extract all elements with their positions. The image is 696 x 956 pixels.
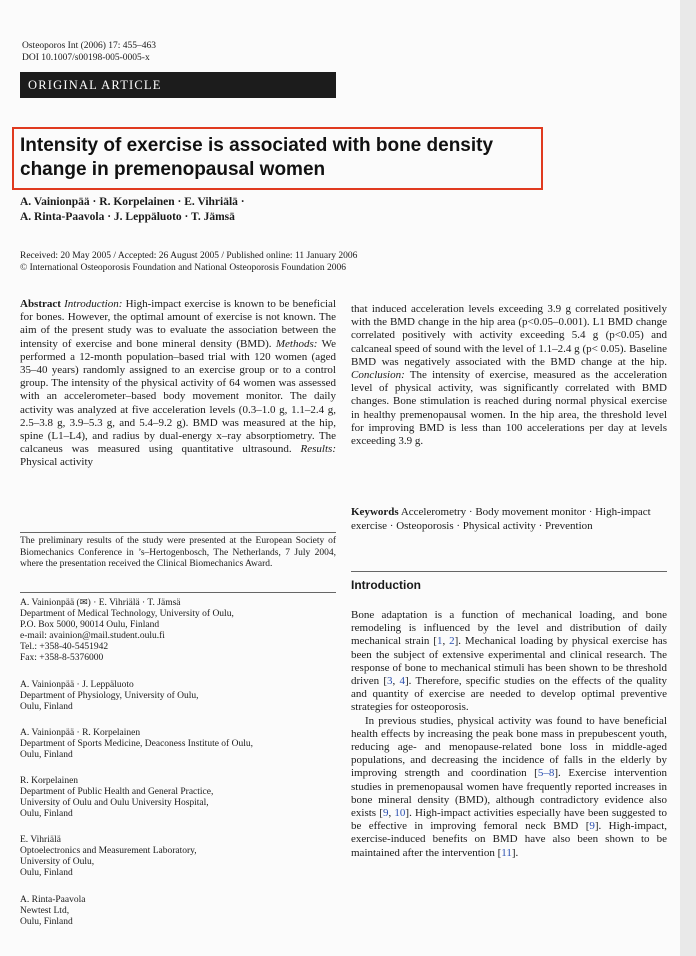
keywords-text: Accelerometry · Body movement monitor · High-impact exercise · Osteoporosis · Physical activity · Prevention: [351, 506, 651, 532]
authors-line-1: A. Vainionpää · R. Korpelainen · E. Vihriälä ·: [20, 196, 245, 208]
affiliation-line: Fax: +358-8-5376000: [20, 653, 104, 663]
citation-link[interactable]: 11: [501, 846, 512, 859]
text-run: In previous studies, physical activity was found to have beneficial health effects by increasing the peak bone mass in prepubescent youth, reducing age- and menopause-related bone loss in middle-aged populations, and decreasing the incidence of falls in the elderly by improving strength and coordination [: [351, 714, 667, 780]
citation-link[interactable]: 4: [399, 675, 406, 688]
citation-link[interactable]: 10: [394, 807, 406, 820]
affiliation-2: [20, 680, 336, 713]
title-line-1: Intensity of exercise is associated with bone density: [20, 135, 494, 156]
affiliation-line: Department of Physiology, University of Oulu,: [20, 691, 199, 701]
article-title: [20, 134, 540, 182]
citation-link[interactable]: 9: [589, 820, 595, 833]
affiliation-line: Department of Medical Technology, University of Oulu,: [20, 609, 234, 619]
citation-link[interactable]: 1: [436, 635, 443, 648]
citation-line: Osteoporos Int (2006) 17: 455–463: [22, 41, 157, 51]
affiliation-6: [20, 895, 336, 928]
citation-link[interactable]: 9: [382, 807, 389, 820]
introduction-heading: Introduction: [351, 578, 421, 592]
affiliation-names: A. Rinta-Paavola: [20, 895, 86, 905]
abstract-paragraph: [20, 298, 336, 470]
title-line-2: change in premenopausal women: [20, 159, 326, 180]
introduction-body: [351, 609, 667, 860]
abstract-left: [20, 298, 336, 470]
affiliation-4: [20, 776, 336, 820]
authors-line-2: A. Rinta-Paavola · J. Leppäluoto · T. Jämsä: [20, 211, 235, 223]
publication-dates: [20, 250, 540, 274]
affiliation-line: Optoelectronics and Measurement Laboratory,: [20, 846, 197, 856]
intro-label: Introduction:: [64, 298, 123, 310]
citation-link[interactable]: 3: [387, 675, 393, 688]
text-run: ]. High-impact, exercise-induced benefits on BMD have also been shown to be maintained after the intervention [: [351, 820, 667, 859]
affiliation-email[interactable]: e-mail: avainion@mail.student.oulu.fi: [20, 631, 165, 641]
affiliation-names: A. Vainionpää (✉) · E. Vihriälä · T. Jämsä: [20, 598, 181, 608]
introduction-divider: [351, 571, 667, 572]
abstract-label: Abstract: [20, 298, 61, 310]
text-run: ,: [392, 675, 400, 688]
conclusion-label: Conclusion:: [351, 369, 405, 382]
text-run: ,: [442, 635, 450, 648]
affiliation-line: Tel.: +358-40-5451942: [20, 642, 109, 652]
affiliation-line: Oulu, Finland: [20, 868, 73, 878]
affiliation-line: University of Oulu,: [20, 857, 95, 867]
abstract-continued: [351, 303, 667, 448]
affiliation-line: P.O. Box 5000, 90014 Oulu, Finland: [20, 620, 160, 630]
journal-citation: [22, 40, 156, 64]
affiliation-names: A. Vainionpää · J. Leppäluoto: [20, 680, 134, 690]
text-run: ]. High-impact activities especially have been suggested to be effective in improving femoral neck BMD [: [351, 807, 668, 833]
footnote: The preliminary results of the study were presented at the European Society of Biomechanics Conference in ’s–Hertogenbosch, The Netherlands, 7 July 2004, where the presentation received the Clinical Biomechanics Award.: [20, 536, 336, 569]
dates-line: Received: 20 May 2005 / Accepted: 26 August 2005 / Published online: 11 January 2006: [20, 251, 358, 261]
affiliation-line: Newtest Ltd,: [20, 906, 70, 916]
affiliation-line: University of Oulu and Oulu University Hospital,: [20, 798, 209, 808]
affiliation-line: Oulu, Finland: [20, 917, 73, 927]
keywords-label: Keywords: [351, 506, 399, 518]
affiliation-line: Oulu, Finland: [20, 750, 73, 760]
affiliation-3: [20, 728, 336, 761]
methods-label: Methods:: [275, 337, 318, 350]
text-run: ]. Therefore, specific studies on the effects of the quality and quantity of exercise are needed to develop optimal preventive strategies for osteoporosis.: [351, 675, 668, 714]
affiliation-names: R. Korpelainen: [20, 776, 79, 786]
introduction-paragraph-2: [351, 715, 667, 860]
text-run: Bone adaptation is a function of mechanical loading, and bone remodeling is influenced by the level and distribution of daily mechanical strain [: [351, 609, 667, 648]
conclusion-text: The intensity of exercise, measured as the acceleration level of physical activity, was significantly correlated with BMD changes. Bone stimulation is reached during normal physical exercise in healthy premenopausal women. In the hip area, the threshold level for improving BMD is less than 100 accelerations per day at levels exceeding 3.9 g.: [351, 369, 667, 448]
affiliation-line: Oulu, Finland: [20, 809, 73, 819]
affiliation-line: Department of Public Health and General Practice,: [20, 787, 214, 797]
affiliation-names: A. Vainionpää · R. Korpelainen: [20, 728, 141, 738]
affiliation-line: Oulu, Finland: [20, 702, 73, 712]
citation-link[interactable]: 5–8: [537, 767, 555, 780]
affiliation-5: [20, 835, 336, 879]
author-list: [20, 195, 540, 225]
copyright-line: © International Osteoporosis Foundation and National Osteoporosis Foundation 2006: [20, 263, 346, 273]
introduction-paragraph-1: [351, 609, 667, 715]
affiliation-1: [20, 598, 336, 664]
intro-text: High-impact exercise is known to be beneficial for bones. However, the optimal amount of exercise is not known. The aim of the present study was to evaluate the association between the intensity of exercise and bone mineral density (BMD).: [20, 298, 336, 350]
results-label: Results:: [300, 443, 336, 456]
text-run: ,: [388, 807, 395, 820]
keywords: [351, 506, 667, 533]
abstract-right: [351, 303, 667, 448]
doi-line: DOI 10.1007/s00198-005-0005-x: [22, 53, 150, 63]
text-run: ]. Mechanical loading by physical exercise has been the subject of extensive experimental and clinical research. The response of bone to mechanical stimuli has been shown to be threshold driven [: [351, 635, 668, 688]
article-type-banner: ORIGINAL ARTICLE: [20, 72, 336, 98]
affiliation-divider: [20, 592, 336, 593]
text-run: ]. Exercise intervention studies in premenopausal women have frequently reported increases in bone mineral density (BMD), although contradictory evidence also exists [: [351, 767, 667, 820]
results-text-left: Physical activity: [20, 456, 94, 469]
text-run: ].: [511, 846, 519, 859]
results-text-right: that induced acceleration levels exceeding 3.9 g correlated positively with the BMD change in the hip area (p<0.05–0.001). L1 BMD change correlated positively with activity exceeding 5.4 g (p<0.05) and calcaneal speed of sound with the level of 1.1–2.4 g (p< 0.05). Baseline BMD was negatively associated with the BMD change at the hip.: [351, 303, 667, 368]
footnote-divider: [20, 532, 336, 533]
affiliation-names: E. Vihriälä: [20, 835, 61, 845]
methods-text: We performed a 12-month population–based trial with 120 women (aged 35–40 years) randomly assigned to an exercise group or to a control group. The intensity of the physical activity of 64 women was assessed with an accelerometer–based body movement monitor. The daily activity was analyzed at five acceleration levels (0.3–1.0 g, 1.1–2.4 g, 2.5–3.8 g, 3.9–5.3 g, and 5.4–9.2 g). BMD was measured at the hip, spine (L1–L4), and radius by dual-energy x–ray absorptiometry. The calcaneus was measured using quantitative ultrasound.: [20, 337, 337, 456]
affiliation-line: Department of Sports Medicine, Deaconess Institute of Oulu,: [20, 739, 253, 749]
citation-link[interactable]: 2: [449, 635, 455, 648]
